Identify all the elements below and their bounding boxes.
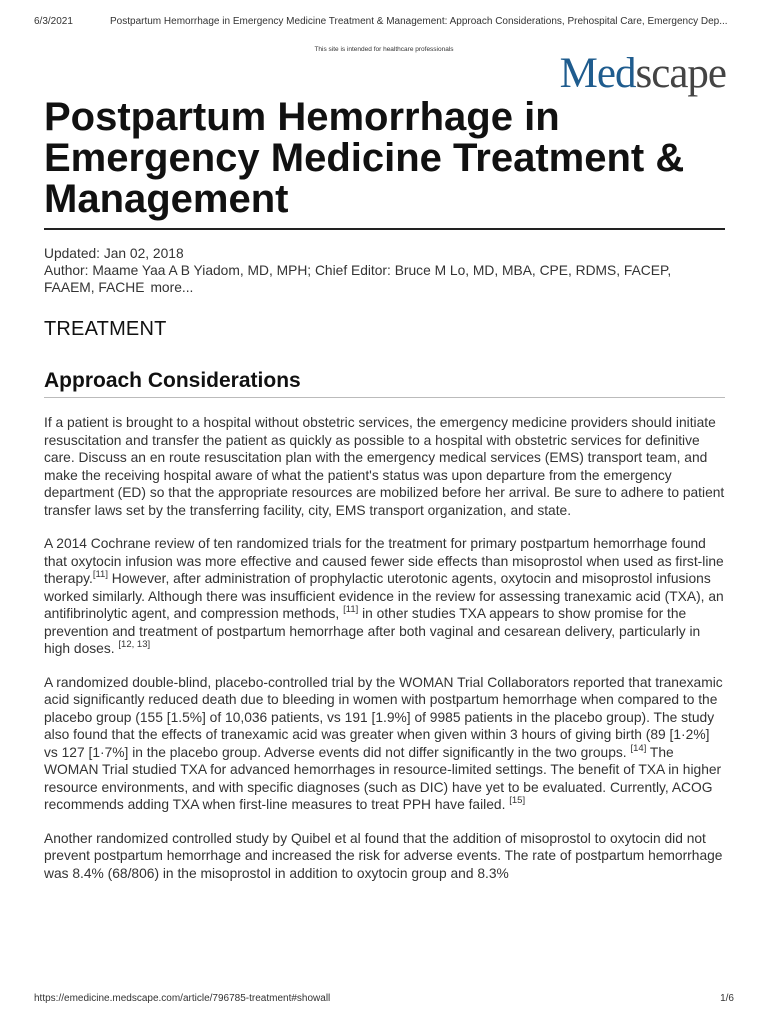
paragraph: Another randomized controlled study by Quibel et al found that the addition of misoprostol to oxytocin did not prevent postpartum hemorrhage and increased the risk for adverse events. The rate of postpartum hemorrhage was 8.4% (68/806) in the misoprostol in addition to oxytocin group and 8.3% bbox=[44, 830, 723, 881]
article-body bbox=[44, 414, 725, 882]
healthcare-professionals-notice: This site is intended for healthcare professionals bbox=[314, 46, 454, 53]
reference-link[interactable]: [15] bbox=[509, 795, 526, 806]
paragraph bbox=[44, 674, 725, 814]
paragraph-text: in other studies TXA appears to show promise for the prevention and treatment of postpartum hemorrhage after both vaginal and cesarean delivery, particularly in high doses. bbox=[44, 606, 701, 656]
print-header bbox=[34, 16, 738, 27]
reference-link[interactable]: [12, 13] bbox=[118, 639, 151, 650]
article-meta bbox=[44, 245, 725, 296]
paragraph-text: A 2014 Cochrane review of ten randomized trials for the treatment for primary postpartum hemorrhage found that oxytocin infusion was more effective and caused fewer side effects than misoprostol when used as first-line therapy. bbox=[44, 536, 724, 586]
page-count: 1/6 bbox=[720, 993, 734, 1004]
print-footer bbox=[34, 993, 734, 1004]
logo-part-scape: scape bbox=[635, 50, 726, 97]
author-line bbox=[44, 262, 725, 296]
paragraph-text: However, after administration of prophylactic uterotonic agents, oxytocin and misoprostol infusions worked similarly. Although there was insufficient evidence in the review for assessing tranexamic acid (TXA), an antifibrinolytic agent, and compression methods, bbox=[44, 571, 724, 621]
article-title: Postpartum Hemorrhage in Emergency Medicine Treatment & Management bbox=[44, 97, 725, 230]
section-heading: TREATMENT bbox=[44, 318, 167, 340]
print-date: 6/3/2021 bbox=[34, 16, 73, 27]
paragraph-text: The WOMAN Trial studied TXA for advanced hemorrhages in resource-limited settings. The benefit of TXA in higher resource environments, and with specific diagnoses (such as DIC) have yet to be evaluated. Currently, ACOG recommends adding TXA when first-line measures to treat PPH have failed. bbox=[44, 744, 722, 812]
medscape-logo[interactable] bbox=[560, 52, 726, 95]
print-page-title: Postpartum Hemorrhage in Emergency Medicine Treatment & Management: Approach Considerations, Prehospital Care, Emergency Dep... bbox=[110, 16, 728, 27]
subsection-heading: Approach Considerations bbox=[44, 368, 725, 398]
logo-part-med: Med bbox=[559, 50, 636, 97]
more-authors-link[interactable]: more... bbox=[150, 280, 194, 295]
reference-link[interactable]: [11] bbox=[343, 604, 359, 615]
article-content bbox=[44, 97, 725, 882]
reference-link[interactable]: [11] bbox=[92, 569, 108, 580]
reference-link[interactable]: [14] bbox=[630, 742, 647, 754]
paragraph: If a patient is brought to a hospital without obstetric services, the emergency medicine providers should initiate resuscitation and transfer the patient as quickly as possible to a hospital with obstetric services for definitive care. Discuss an en route resuscitation plan with the emergency medical services (EMS) transport team, and make the receiving hospital aware of what the patient's status was upon departure from the emergency department (ED) so that the appropriate resources are mobilized before her arrival. Be sure to adhere to patient transfer laws set by the transferring facility, city, EMS transport organization, and state. bbox=[44, 415, 725, 518]
paragraph-text: A randomized double-blind, placebo-controlled trial by the WOMAN Trial Collaborators reported that tranexamic acid significantly reduced death due to bleeding in women with postpartum hemorrhage when compared to the placebo group (155 [1.5%] of 10,036 patients, vs 191 [1.9%] of 9985 patients in the placebo group). The study also found that the effects of tranexamic acid was greater when given within 3 hours of giving birth (89 [1·2%] vs 127 [1·7%] in the placebo group. Adverse events did not differ significantly in the two groups. bbox=[44, 674, 723, 760]
paragraph bbox=[44, 535, 725, 658]
author-text: Author: Maame Yaa A B Yiadom, MD, MPH; Chief Editor: Bruce M Lo, MD, MBA, CPE, RDMS, FACEP, FAAEM, FACHE bbox=[44, 263, 672, 295]
page-url[interactable]: https://emedicine.medscape.com/article/796785-treatment#showall bbox=[34, 993, 331, 1004]
updated-date: Updated: Jan 02, 2018 bbox=[44, 246, 184, 261]
